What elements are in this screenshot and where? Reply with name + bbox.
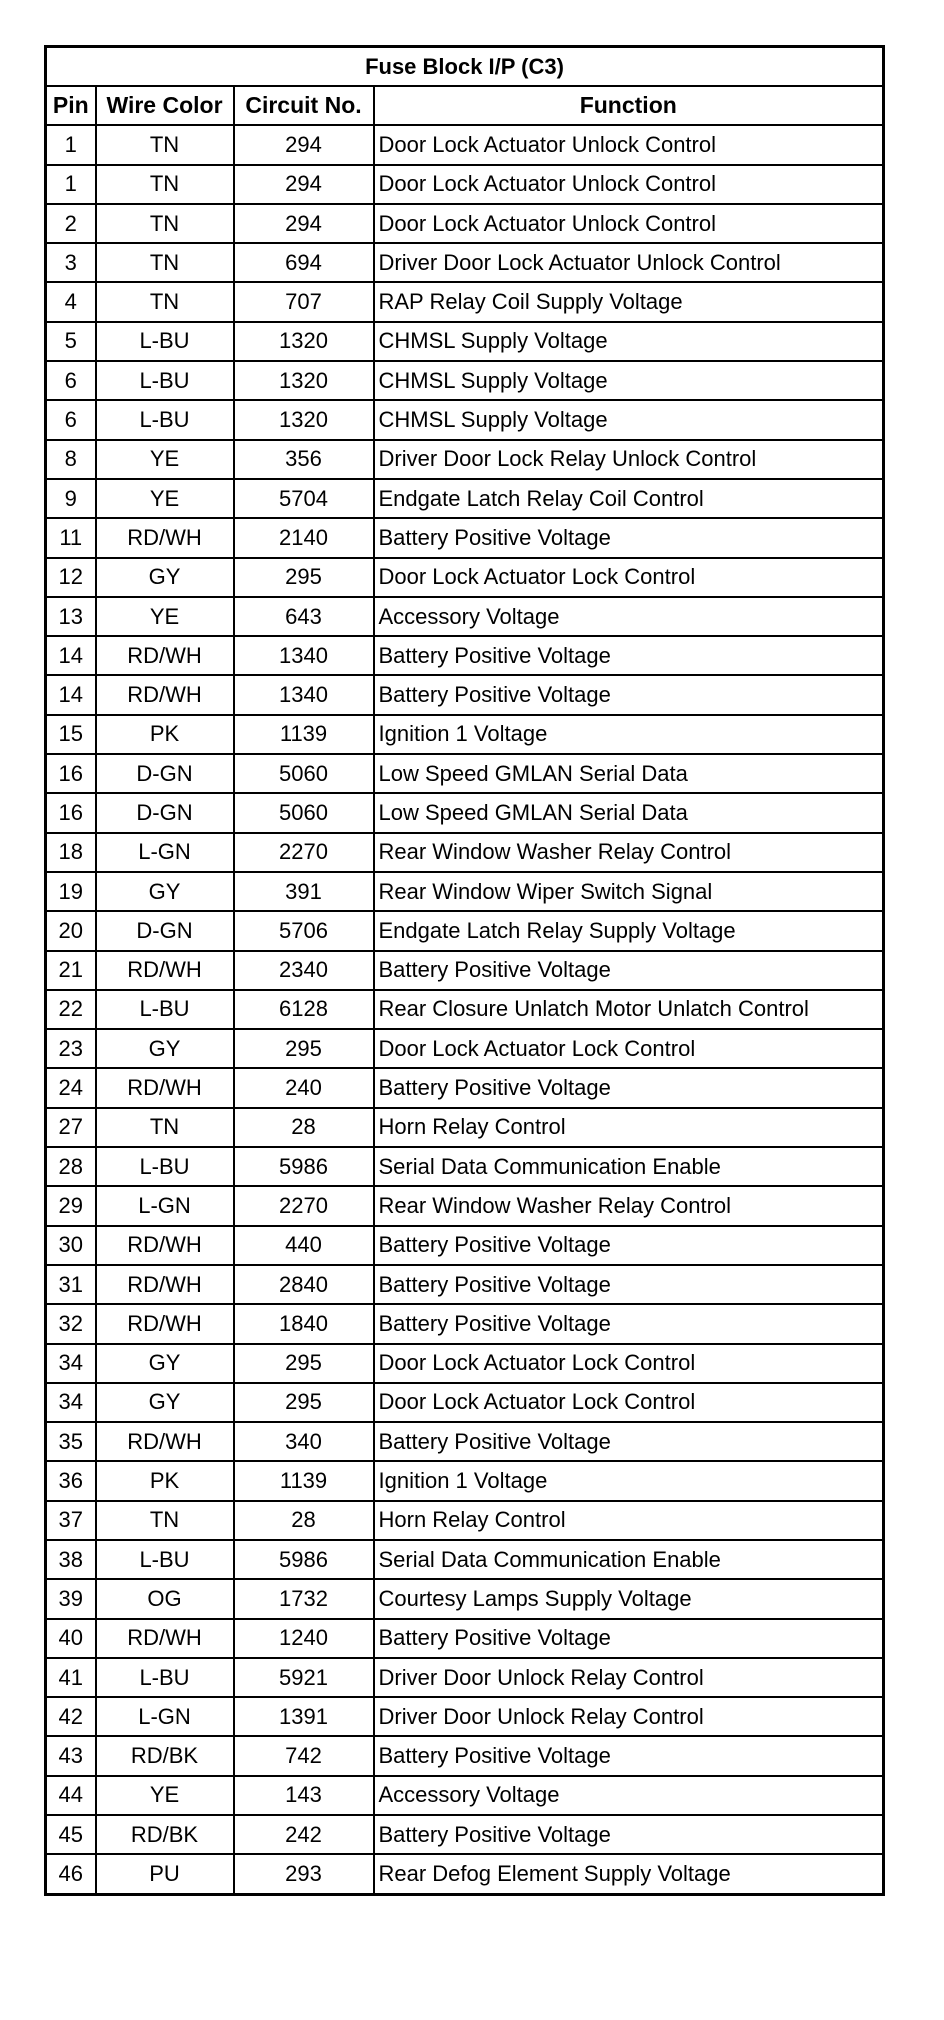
circuit-no-cell: 742 [234, 1736, 374, 1775]
function-cell: Ignition 1 Voltage [374, 715, 884, 754]
wire-color-cell: YE [96, 479, 234, 518]
circuit-no-cell: 6128 [234, 990, 374, 1029]
table-row [46, 1776, 884, 1815]
wire-color-cell: GY [96, 1383, 234, 1422]
circuit-no-cell: 1320 [234, 322, 374, 361]
wire-color-cell: RD/WH [96, 1304, 234, 1343]
wire-color-cell: GY [96, 1029, 234, 1068]
wire-color-cell: YE [96, 1776, 234, 1815]
pin-cell: 14 [46, 675, 96, 714]
pin-cell: 5 [46, 322, 96, 361]
pin-cell: 22 [46, 990, 96, 1029]
table-row [46, 1501, 884, 1540]
wire-color-cell: L-GN [96, 1186, 234, 1225]
circuit-no-cell: 1340 [234, 636, 374, 675]
circuit-no-cell: 5921 [234, 1658, 374, 1697]
circuit-no-cell: 694 [234, 243, 374, 282]
pin-cell: 9 [46, 479, 96, 518]
function-cell: CHMSL Supply Voltage [374, 400, 884, 439]
pin-cell: 1 [46, 125, 96, 164]
connector-pinout-table [44, 45, 885, 1896]
pin-cell: 36 [46, 1461, 96, 1500]
pin-cell: 14 [46, 636, 96, 675]
function-cell: Door Lock Actuator Lock Control [374, 1383, 884, 1422]
function-cell: Battery Positive Voltage [374, 1226, 884, 1265]
wire-color-cell: L-BU [96, 361, 234, 400]
circuit-no-cell: 143 [234, 1776, 374, 1815]
pin-cell: 32 [46, 1304, 96, 1343]
wire-color-cell: RD/WH [96, 1068, 234, 1107]
table-row [46, 322, 884, 361]
function-cell: Battery Positive Voltage [374, 1068, 884, 1107]
circuit-no-cell: 2340 [234, 951, 374, 990]
wire-color-cell: RD/WH [96, 1619, 234, 1658]
table-row [46, 361, 884, 400]
wire-color-cell: D-GN [96, 793, 234, 832]
function-cell: Battery Positive Voltage [374, 1736, 884, 1775]
table-row [46, 1186, 884, 1225]
table-row [46, 833, 884, 872]
function-cell: Battery Positive Voltage [374, 1422, 884, 1461]
circuit-no-cell: 295 [234, 558, 374, 597]
function-cell: Battery Positive Voltage [374, 1815, 884, 1854]
function-cell: Battery Positive Voltage [374, 1619, 884, 1658]
header-pin: Pin [46, 86, 96, 125]
circuit-no-cell: 1391 [234, 1697, 374, 1736]
circuit-no-cell: 294 [234, 125, 374, 164]
table-row [46, 872, 884, 911]
table-row [46, 951, 884, 990]
circuit-no-cell: 5704 [234, 479, 374, 518]
function-cell: Driver Door Unlock Relay Control [374, 1658, 884, 1697]
table-row [46, 990, 884, 1029]
header-function: Function [374, 86, 884, 125]
table-row [46, 1383, 884, 1422]
table-row [46, 754, 884, 793]
wire-color-cell: PK [96, 715, 234, 754]
function-cell: Driver Door Unlock Relay Control [374, 1697, 884, 1736]
wire-color-cell: L-GN [96, 833, 234, 872]
function-cell: CHMSL Supply Voltage [374, 361, 884, 400]
pin-cell: 35 [46, 1422, 96, 1461]
wire-color-cell: TN [96, 125, 234, 164]
wire-color-cell: RD/BK [96, 1815, 234, 1854]
function-cell: Endgate Latch Relay Supply Voltage [374, 911, 884, 950]
pin-cell: 20 [46, 911, 96, 950]
table-row [46, 1619, 884, 1658]
table-row [46, 558, 884, 597]
function-cell: Rear Defog Element Supply Voltage [374, 1854, 884, 1894]
wire-color-cell: L-BU [96, 322, 234, 361]
function-cell: Battery Positive Voltage [374, 636, 884, 675]
function-cell: Rear Window Washer Relay Control [374, 833, 884, 872]
wire-color-cell: YE [96, 597, 234, 636]
wire-color-cell: TN [96, 1501, 234, 1540]
circuit-no-cell: 1320 [234, 361, 374, 400]
table-row [46, 1579, 884, 1618]
function-cell: Battery Positive Voltage [374, 1304, 884, 1343]
table-row [46, 1265, 884, 1304]
function-cell: Battery Positive Voltage [374, 951, 884, 990]
function-cell: Battery Positive Voltage [374, 518, 884, 557]
pin-cell: 42 [46, 1697, 96, 1736]
table-row [46, 911, 884, 950]
circuit-no-cell: 5706 [234, 911, 374, 950]
wire-color-cell: D-GN [96, 911, 234, 950]
circuit-no-cell: 1320 [234, 400, 374, 439]
circuit-no-cell: 356 [234, 440, 374, 479]
wire-color-cell: YE [96, 440, 234, 479]
table-row [46, 1108, 884, 1147]
pin-cell: 15 [46, 715, 96, 754]
pin-cell: 3 [46, 243, 96, 282]
table-title: Fuse Block I/P (C3) [46, 47, 884, 87]
function-cell: Serial Data Communication Enable [374, 1147, 884, 1186]
table-row [46, 1815, 884, 1854]
function-cell: Door Lock Actuator Unlock Control [374, 204, 884, 243]
wire-color-cell: TN [96, 165, 234, 204]
wire-color-cell: OG [96, 1579, 234, 1618]
function-cell: Courtesy Lamps Supply Voltage [374, 1579, 884, 1618]
pin-cell: 43 [46, 1736, 96, 1775]
circuit-no-cell: 295 [234, 1344, 374, 1383]
wire-color-cell: D-GN [96, 754, 234, 793]
table-row [46, 1854, 884, 1894]
wire-color-cell: TN [96, 204, 234, 243]
wire-color-cell: TN [96, 1108, 234, 1147]
pin-cell: 4 [46, 282, 96, 321]
function-cell: CHMSL Supply Voltage [374, 322, 884, 361]
circuit-no-cell: 295 [234, 1383, 374, 1422]
table-body [46, 125, 884, 1894]
table-row [46, 1422, 884, 1461]
pin-cell: 31 [46, 1265, 96, 1304]
pin-cell: 41 [46, 1658, 96, 1697]
pin-cell: 29 [46, 1186, 96, 1225]
table-row [46, 1461, 884, 1500]
pin-cell: 34 [46, 1344, 96, 1383]
pin-cell: 11 [46, 518, 96, 557]
wire-color-cell: L-BU [96, 990, 234, 1029]
table-row [46, 1068, 884, 1107]
table-row [46, 204, 884, 243]
circuit-no-cell: 1340 [234, 675, 374, 714]
pin-cell: 12 [46, 558, 96, 597]
wire-color-cell: L-BU [96, 400, 234, 439]
wire-color-cell: RD/WH [96, 1226, 234, 1265]
pin-cell: 40 [46, 1619, 96, 1658]
wire-color-cell: L-BU [96, 1147, 234, 1186]
wire-color-cell: RD/WH [96, 1422, 234, 1461]
table-row [46, 1736, 884, 1775]
pin-cell: 21 [46, 951, 96, 990]
circuit-no-cell: 391 [234, 872, 374, 911]
circuit-no-cell: 707 [234, 282, 374, 321]
wire-color-cell: PK [96, 1461, 234, 1500]
circuit-no-cell: 2270 [234, 833, 374, 872]
function-cell: Serial Data Communication Enable [374, 1540, 884, 1579]
circuit-no-cell: 1139 [234, 715, 374, 754]
pin-cell: 27 [46, 1108, 96, 1147]
circuit-no-cell: 2270 [234, 1186, 374, 1225]
table-row [46, 165, 884, 204]
function-cell: Door Lock Actuator Lock Control [374, 558, 884, 597]
header-wire-color: Wire Color [96, 86, 234, 125]
pin-cell: 24 [46, 1068, 96, 1107]
wire-color-cell: L-BU [96, 1658, 234, 1697]
function-cell: Door Lock Actuator Unlock Control [374, 165, 884, 204]
circuit-no-cell: 1840 [234, 1304, 374, 1343]
table-row [46, 518, 884, 557]
function-cell: Battery Positive Voltage [374, 675, 884, 714]
wire-color-cell: GY [96, 872, 234, 911]
circuit-no-cell: 440 [234, 1226, 374, 1265]
pin-cell: 28 [46, 1147, 96, 1186]
title-row [46, 47, 884, 87]
wire-color-cell: GY [96, 1344, 234, 1383]
circuit-no-cell: 2140 [234, 518, 374, 557]
circuit-no-cell: 294 [234, 165, 374, 204]
pin-cell: 30 [46, 1226, 96, 1265]
pin-cell: 1 [46, 165, 96, 204]
pin-cell: 37 [46, 1501, 96, 1540]
function-cell: Door Lock Actuator Lock Control [374, 1344, 884, 1383]
pin-cell: 39 [46, 1579, 96, 1618]
header-row [46, 86, 884, 125]
circuit-no-cell: 2840 [234, 1265, 374, 1304]
circuit-no-cell: 293 [234, 1854, 374, 1894]
table-row [46, 793, 884, 832]
wire-color-cell: RD/WH [96, 675, 234, 714]
circuit-no-cell: 1240 [234, 1619, 374, 1658]
table-row [46, 400, 884, 439]
pin-cell: 45 [46, 1815, 96, 1854]
table-row [46, 1029, 884, 1068]
function-cell: Horn Relay Control [374, 1108, 884, 1147]
circuit-no-cell: 242 [234, 1815, 374, 1854]
table-row [46, 1344, 884, 1383]
table-row [46, 282, 884, 321]
function-cell: Accessory Voltage [374, 1776, 884, 1815]
circuit-no-cell: 294 [234, 204, 374, 243]
function-cell: Door Lock Actuator Lock Control [374, 1029, 884, 1068]
function-cell: Driver Door Lock Actuator Unlock Control [374, 243, 884, 282]
circuit-no-cell: 340 [234, 1422, 374, 1461]
pin-cell: 34 [46, 1383, 96, 1422]
circuit-no-cell: 5986 [234, 1147, 374, 1186]
pin-cell: 18 [46, 833, 96, 872]
pin-cell: 23 [46, 1029, 96, 1068]
pin-cell: 6 [46, 361, 96, 400]
circuit-no-cell: 28 [234, 1108, 374, 1147]
function-cell: Rear Window Washer Relay Control [374, 1186, 884, 1225]
function-cell: RAP Relay Coil Supply Voltage [374, 282, 884, 321]
function-cell: Horn Relay Control [374, 1501, 884, 1540]
table-row [46, 479, 884, 518]
pin-cell: 46 [46, 1854, 96, 1894]
circuit-no-cell: 28 [234, 1501, 374, 1540]
wire-color-cell: RD/WH [96, 636, 234, 675]
wire-color-cell: RD/WH [96, 951, 234, 990]
pin-cell: 8 [46, 440, 96, 479]
function-cell: Accessory Voltage [374, 597, 884, 636]
table-row [46, 243, 884, 282]
pin-cell: 19 [46, 872, 96, 911]
function-cell: Driver Door Lock Relay Unlock Control [374, 440, 884, 479]
circuit-no-cell: 5060 [234, 754, 374, 793]
function-cell: Low Speed GMLAN Serial Data [374, 793, 884, 832]
wire-color-cell: PU [96, 1854, 234, 1894]
table-row [46, 1147, 884, 1186]
function-cell: Endgate Latch Relay Coil Control [374, 479, 884, 518]
wire-color-cell: RD/BK [96, 1736, 234, 1775]
function-cell: Rear Window Wiper Switch Signal [374, 872, 884, 911]
function-cell: Ignition 1 Voltage [374, 1461, 884, 1500]
wire-color-cell: RD/WH [96, 518, 234, 557]
table-row [46, 597, 884, 636]
pin-cell: 44 [46, 1776, 96, 1815]
table-row [46, 1304, 884, 1343]
circuit-no-cell: 643 [234, 597, 374, 636]
wire-color-cell: TN [96, 282, 234, 321]
table-row [46, 1540, 884, 1579]
wire-color-cell: GY [96, 558, 234, 597]
table-row [46, 715, 884, 754]
table-row [46, 1658, 884, 1697]
pin-cell: 2 [46, 204, 96, 243]
function-cell: Low Speed GMLAN Serial Data [374, 754, 884, 793]
function-cell: Door Lock Actuator Unlock Control [374, 125, 884, 164]
circuit-no-cell: 5060 [234, 793, 374, 832]
function-cell: Rear Closure Unlatch Motor Unlatch Control [374, 990, 884, 1029]
circuit-no-cell: 1139 [234, 1461, 374, 1500]
circuit-no-cell: 5986 [234, 1540, 374, 1579]
wire-color-cell: L-GN [96, 1697, 234, 1736]
circuit-no-cell: 1732 [234, 1579, 374, 1618]
pin-cell: 13 [46, 597, 96, 636]
table-row [46, 1697, 884, 1736]
pin-cell: 16 [46, 793, 96, 832]
table-row [46, 636, 884, 675]
circuit-no-cell: 295 [234, 1029, 374, 1068]
table-row [46, 1226, 884, 1265]
table-row [46, 440, 884, 479]
pin-cell: 6 [46, 400, 96, 439]
circuit-no-cell: 240 [234, 1068, 374, 1107]
pin-cell: 16 [46, 754, 96, 793]
header-circuit-no: Circuit No. [234, 86, 374, 125]
table-row [46, 675, 884, 714]
table-row [46, 125, 884, 164]
wire-color-cell: RD/WH [96, 1265, 234, 1304]
wire-color-cell: TN [96, 243, 234, 282]
pin-cell: 38 [46, 1540, 96, 1579]
wire-color-cell: L-BU [96, 1540, 234, 1579]
function-cell: Battery Positive Voltage [374, 1265, 884, 1304]
